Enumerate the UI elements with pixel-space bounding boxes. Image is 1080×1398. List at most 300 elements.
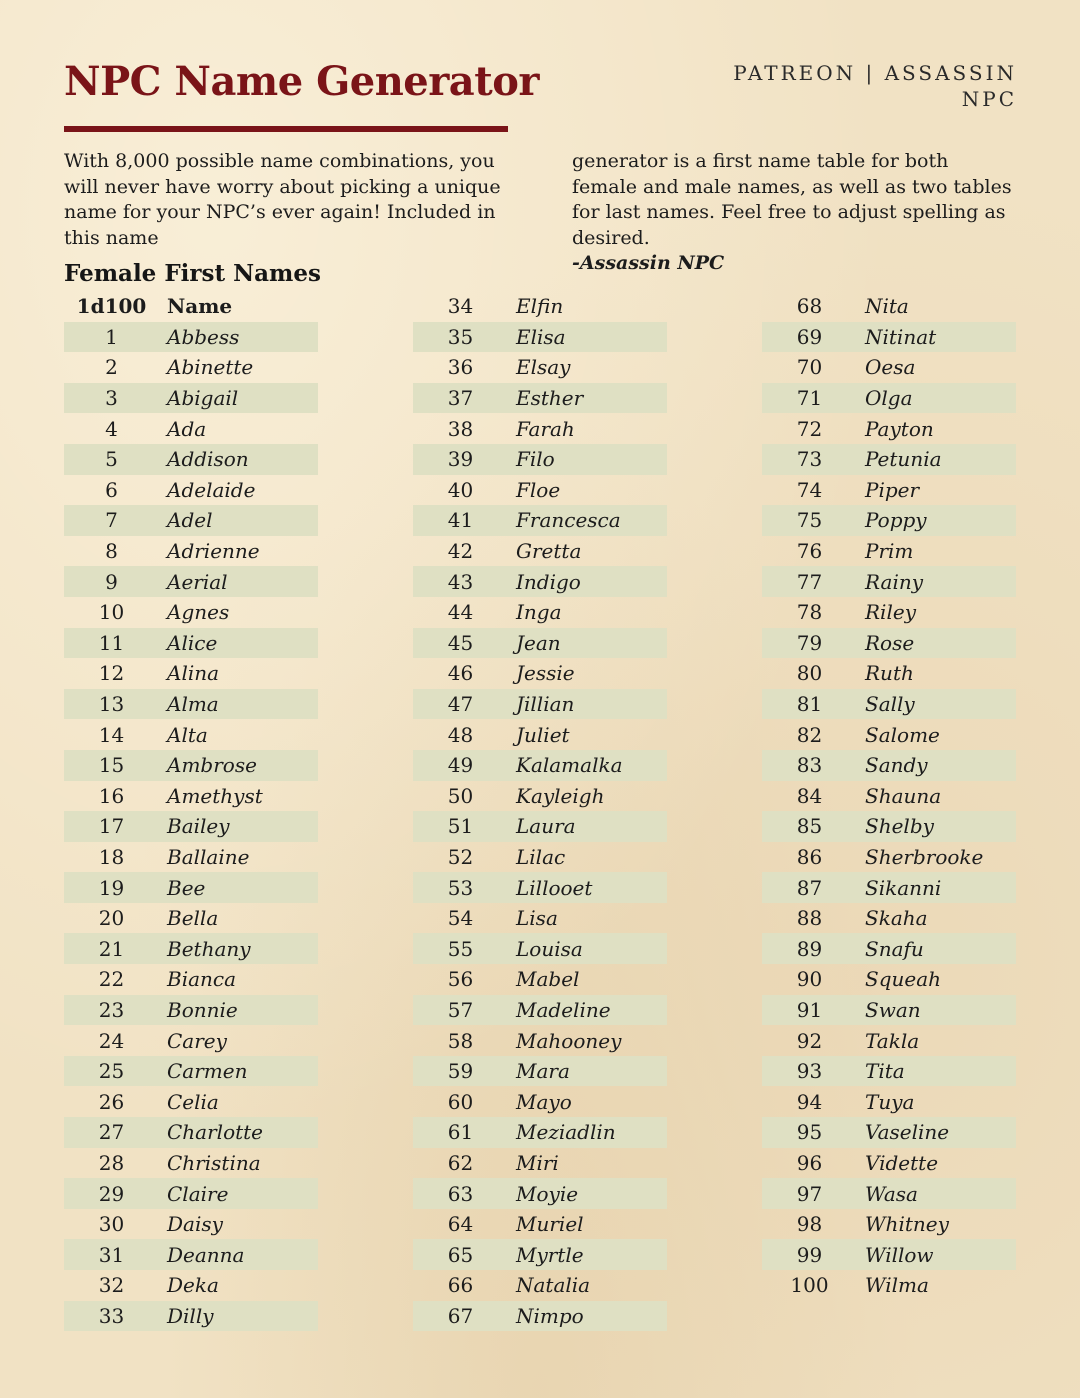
table-row: [64, 842, 318, 873]
name-cell: Vidette: [865, 1150, 939, 1175]
roll-number: 95: [796, 1120, 823, 1145]
table-row: [762, 995, 1016, 1026]
table-row: [762, 322, 1016, 353]
name-cell: Nitinat: [865, 324, 937, 349]
roll-number: 7: [105, 508, 118, 533]
roll-number: 29: [98, 1181, 125, 1206]
roll-number: 77: [796, 569, 823, 594]
roll-number: 86: [796, 844, 823, 869]
name-cell: Gretta: [516, 539, 582, 564]
table-row: [413, 628, 667, 659]
table-row: [413, 781, 667, 812]
roll-number: 57: [447, 997, 474, 1022]
name-cell: Swan: [865, 997, 921, 1022]
roll-number: 48: [447, 722, 474, 747]
name-cell: Oesa: [865, 355, 916, 380]
table-row: [413, 933, 667, 964]
table-row: [64, 536, 318, 567]
name-cell: Ballaine: [167, 844, 250, 869]
roll-number: 51: [447, 814, 474, 839]
roll-number: 10: [98, 600, 125, 625]
table-row: [413, 1117, 667, 1148]
intro-paragraph-right: [572, 149, 1012, 277]
roll-number: 55: [447, 936, 474, 961]
name-cell: Bee: [167, 875, 206, 900]
table-row: [413, 1056, 667, 1087]
name-cell: Celia: [167, 1089, 219, 1114]
name-cell: Poppy: [865, 508, 927, 533]
roll-number: 84: [796, 783, 823, 808]
name-cell: Bethany: [167, 936, 251, 961]
name-cell: Elsay: [516, 355, 571, 380]
name-cell: Carmen: [167, 1059, 248, 1084]
table-row: [413, 475, 667, 506]
name-cell: Daisy: [167, 1212, 223, 1237]
name-cell: Claire: [167, 1181, 229, 1206]
table-row: [413, 1239, 667, 1270]
roll-number: 22: [98, 967, 125, 992]
name-cell: Indigo: [516, 569, 581, 594]
table-row: [64, 1209, 318, 1240]
roll-number: 50: [447, 783, 474, 808]
name-cell: Salome: [865, 722, 940, 747]
table-row: [762, 750, 1016, 781]
table-row: [64, 566, 318, 597]
name-table-column-1: [64, 291, 318, 1331]
name-cell: Vaseline: [865, 1120, 950, 1145]
name-table-column-2: [413, 291, 667, 1331]
roll-number: 68: [796, 294, 823, 319]
roll-number: 27: [98, 1120, 125, 1145]
roll-number: 52: [447, 844, 474, 869]
roll-number: 69: [796, 324, 823, 349]
name-cell: Mayo: [516, 1089, 572, 1114]
table-row: [762, 1178, 1016, 1209]
roll-number: 19: [98, 875, 125, 900]
table-row: [413, 352, 667, 383]
table-row: [413, 1025, 667, 1056]
roll-number: 96: [796, 1150, 823, 1175]
roll-number: 88: [796, 906, 823, 931]
name-cell: Ada: [167, 416, 207, 441]
name-cell: Petunia: [865, 447, 942, 472]
roll-number: 13: [98, 692, 125, 717]
roll-number: 21: [98, 936, 125, 961]
name-cell: Bianca: [167, 967, 237, 992]
name-cell: Jessie: [516, 661, 575, 686]
page-title: NPC Name Generator: [64, 58, 539, 105]
name-cell: Whitney: [865, 1212, 949, 1237]
name-cell: Abinette: [167, 355, 254, 380]
table-row: [413, 383, 667, 414]
name-cell: Natalia: [516, 1273, 591, 1298]
roll-number: 20: [98, 906, 125, 931]
roll-number: 17: [98, 814, 125, 839]
roll-number: 33: [98, 1303, 125, 1328]
name-cell: Muriel: [516, 1212, 584, 1237]
table-row: [413, 1086, 667, 1117]
table-row: [413, 811, 667, 842]
table-row: [64, 475, 318, 506]
table-row: [64, 903, 318, 934]
table-row: [413, 872, 667, 903]
roll-number: 43: [447, 569, 474, 594]
table-row: [762, 1056, 1016, 1087]
name-cell: Christina: [167, 1150, 261, 1175]
roll-number: 76: [796, 539, 823, 564]
table-row: [64, 1178, 318, 1209]
roll-number: 4: [105, 416, 118, 441]
name-cell: Takla: [865, 1028, 920, 1053]
roll-number: 46: [447, 661, 474, 686]
table-row: [413, 505, 667, 536]
name-cell: Nimpo: [516, 1303, 584, 1328]
roll-number: 91: [796, 997, 823, 1022]
roll-number: 90: [796, 967, 823, 992]
roll-number: 9: [105, 569, 118, 594]
name-cell: Elfin: [516, 294, 564, 319]
roll-number: 64: [447, 1212, 474, 1237]
roll-number: 81: [796, 692, 823, 717]
name-cell: Mara: [516, 1059, 570, 1084]
name-cell: Tuya: [865, 1089, 915, 1114]
roll-number: 45: [447, 630, 474, 655]
table-row: [64, 781, 318, 812]
roll-number: 31: [98, 1242, 125, 1267]
table-row: [762, 903, 1016, 934]
table-row: [64, 689, 318, 720]
table-row: [413, 1301, 667, 1332]
roll-number: 67: [447, 1303, 474, 1328]
table-row: [64, 933, 318, 964]
table-row: [64, 1148, 318, 1179]
name-cell: Mabel: [516, 967, 580, 992]
roll-number: 65: [447, 1242, 474, 1267]
table-row: [64, 964, 318, 995]
table-row: [413, 1178, 667, 1209]
roll-number: 70: [796, 355, 823, 380]
roll-number: 59: [447, 1059, 474, 1084]
roll-number: 97: [796, 1181, 823, 1206]
name-cell: Laura: [516, 814, 576, 839]
name-cell: Shelby: [865, 814, 934, 839]
name-cell: Agnes: [167, 600, 230, 625]
table-row: [413, 750, 667, 781]
table-row: [64, 811, 318, 842]
roll-number: 40: [447, 477, 474, 502]
table-row: [762, 1025, 1016, 1056]
table-row: [762, 352, 1016, 383]
name-cell: Rose: [865, 630, 915, 655]
name-cell: Sikanni: [865, 875, 942, 900]
roll-number: 39: [447, 447, 474, 472]
roll-number: 66: [447, 1273, 474, 1298]
roll-number: 28: [98, 1150, 125, 1175]
roll-number: 54: [447, 906, 474, 931]
roll-number: 63: [447, 1181, 474, 1206]
table-row: [413, 995, 667, 1026]
name-cell: Dilly: [167, 1303, 214, 1328]
table-row: [762, 811, 1016, 842]
name-cell: Madeline: [516, 997, 611, 1022]
table-row: [64, 597, 318, 628]
table-row: [413, 444, 667, 475]
roll-column-header: 1d100: [76, 294, 147, 319]
roll-number: 87: [796, 875, 823, 900]
roll-number: 53: [447, 875, 474, 900]
table-row: [762, 933, 1016, 964]
table-row: [413, 1209, 667, 1240]
roll-number: 37: [447, 386, 474, 411]
roll-number: 32: [98, 1273, 125, 1298]
table-row: [762, 872, 1016, 903]
name-cell: Sally: [865, 692, 915, 717]
roll-number: 98: [796, 1212, 823, 1237]
name-cell: Deka: [167, 1273, 219, 1298]
roll-number: 36: [447, 355, 474, 380]
table-row: [413, 1148, 667, 1179]
table-row: [64, 352, 318, 383]
name-cell: Myrtle: [516, 1242, 584, 1267]
roll-number: 11: [98, 630, 125, 655]
name-cell: Farah: [516, 416, 575, 441]
name-cell: Piper: [865, 477, 920, 502]
roll-number: 47: [447, 692, 474, 717]
table-row: [413, 658, 667, 689]
name-table-column-3: [762, 291, 1016, 1301]
table-row: [64, 413, 318, 444]
name-cell: Filo: [516, 447, 555, 472]
table-row: [762, 1086, 1016, 1117]
roll-number: 62: [447, 1150, 474, 1175]
table-row: [762, 842, 1016, 873]
name-cell: Jean: [516, 630, 561, 655]
name-cell: Moyie: [516, 1181, 579, 1206]
table-row: [64, 1086, 318, 1117]
roll-number: 2: [105, 355, 118, 380]
name-cell: Adrienne: [167, 539, 260, 564]
roll-number: 34: [447, 294, 474, 319]
table-row: [762, 964, 1016, 995]
table-row: [413, 1270, 667, 1301]
name-cell: Payton: [865, 416, 934, 441]
table-row: [413, 689, 667, 720]
table-row: [413, 536, 667, 567]
roll-number: 49: [447, 753, 474, 778]
table-row: [762, 628, 1016, 659]
table-row: [762, 719, 1016, 750]
roll-number: 75: [796, 508, 823, 533]
name-cell: Snafu: [865, 936, 924, 961]
name-cell: Ruth: [865, 661, 914, 686]
roll-number: 30: [98, 1212, 125, 1237]
name-cell: Wilma: [865, 1273, 929, 1298]
table-row: [64, 1270, 318, 1301]
name-cell: Adelaide: [167, 477, 256, 502]
name-cell: Kalamalka: [516, 753, 623, 778]
table-row: [64, 750, 318, 781]
intro-paragraph-left: With 8,000 possible name combinations, you will never have worry about picking a unique name for your NPC’s ever again! Included in this name: [64, 150, 501, 249]
name-cell: Lisa: [516, 906, 558, 931]
roll-number: 58: [447, 1028, 474, 1053]
name-cell: Shauna: [865, 783, 942, 808]
roll-number: 80: [796, 661, 823, 686]
name-cell: Louisa: [516, 936, 583, 961]
roll-number: 61: [447, 1120, 474, 1145]
table-row: [64, 1025, 318, 1056]
brand-line-2: NPC: [961, 87, 1017, 111]
roll-number: 94: [796, 1089, 823, 1114]
name-cell: Esther: [516, 386, 584, 411]
name-cell: Alma: [167, 692, 219, 717]
name-cell: Olga: [865, 386, 913, 411]
table-row: [762, 1239, 1016, 1270]
roll-number: 8: [105, 539, 118, 564]
table-row: [762, 505, 1016, 536]
table-row: [413, 964, 667, 995]
name-cell: Deanna: [167, 1242, 245, 1267]
name-cell: Alta: [167, 722, 208, 747]
roll-number: 78: [796, 600, 823, 625]
roll-number: 16: [98, 783, 125, 808]
table-row: [64, 1239, 318, 1270]
brand-credit: [717, 60, 1017, 112]
name-cell: Mahooney: [516, 1028, 622, 1053]
table-row: [413, 597, 667, 628]
name-cell: Amethyst: [167, 783, 263, 808]
name-cell: Prim: [865, 539, 914, 564]
table-row: [762, 1270, 1016, 1301]
name-cell: Sandy: [865, 753, 928, 778]
table-row: [762, 1117, 1016, 1148]
table-row: [762, 1209, 1016, 1240]
roll-number: 26: [98, 1089, 125, 1114]
name-cell: Bonnie: [167, 997, 238, 1022]
name-cell: Miri: [516, 1150, 559, 1175]
name-cell: Jillian: [516, 692, 575, 717]
signature: -Assassin NPC: [572, 252, 725, 274]
name-cell: Bella: [167, 906, 219, 931]
table-row: [762, 566, 1016, 597]
table-row: [413, 322, 667, 353]
table-row: [762, 1148, 1016, 1179]
roll-number: 23: [98, 997, 125, 1022]
table-row: [413, 842, 667, 873]
roll-number: 99: [796, 1242, 823, 1267]
roll-number: 93: [796, 1059, 823, 1084]
roll-number: 71: [796, 386, 823, 411]
name-cell: Abigail: [167, 386, 239, 411]
table-row: [762, 597, 1016, 628]
roll-number: 14: [98, 722, 125, 747]
roll-number: 12: [98, 661, 125, 686]
table-row: [762, 658, 1016, 689]
roll-number: 6: [105, 477, 118, 502]
title-underline: [64, 126, 508, 132]
table-row: [762, 781, 1016, 812]
table-row: [64, 1117, 318, 1148]
table-row: [762, 536, 1016, 567]
name-cell: Bailey: [167, 814, 230, 839]
roll-number: 74: [796, 477, 823, 502]
roll-number: 85: [796, 814, 823, 839]
name-cell: Inga: [516, 600, 562, 625]
table-row: [762, 383, 1016, 414]
table-row: [762, 444, 1016, 475]
brand-line-1: PATREON | ASSASSIN: [733, 61, 1017, 85]
table-row: [64, 444, 318, 475]
roll-number: 38: [447, 416, 474, 441]
roll-number: 56: [447, 967, 474, 992]
table-row: [762, 689, 1016, 720]
roll-number: 3: [105, 386, 118, 411]
name-cell: Alice: [167, 630, 218, 655]
table-row: [413, 566, 667, 597]
intro-paragraph-right-text: generator is a first name table for both female and male names, as well as two tables for last names. Feel free to adjust spelling as desired.: [572, 150, 1012, 249]
name-cell: Aerial: [167, 569, 228, 594]
name-cell: Ambrose: [167, 753, 257, 778]
roll-number: 5: [105, 447, 118, 472]
roll-number: 44: [447, 600, 474, 625]
name-cell: Francesca: [516, 508, 621, 533]
table-row: [762, 475, 1016, 506]
table-row: [413, 413, 667, 444]
table-row: [64, 995, 318, 1026]
roll-number: 24: [98, 1028, 125, 1053]
name-cell: Sherbrooke: [865, 844, 984, 869]
table-row: [413, 291, 667, 322]
section-title: Female First Names: [64, 260, 321, 287]
name-cell: Wasa: [865, 1181, 918, 1206]
roll-number: 89: [796, 936, 823, 961]
name-cell: Riley: [865, 600, 916, 625]
table-row: [413, 719, 667, 750]
roll-number: 73: [796, 447, 823, 472]
name-cell: Tita: [865, 1059, 905, 1084]
name-cell: Juliet: [516, 722, 570, 747]
name-cell: Adel: [167, 508, 213, 533]
roll-number: 60: [447, 1089, 474, 1114]
table-row: [762, 291, 1016, 322]
roll-number: 83: [796, 753, 823, 778]
roll-number: 41: [447, 508, 474, 533]
roll-number: 15: [98, 753, 125, 778]
table-row: [64, 872, 318, 903]
name-cell: Addison: [167, 447, 249, 472]
name-cell: Lillooet: [516, 875, 593, 900]
name-cell: Willow: [865, 1242, 934, 1267]
roll-number: 1: [105, 324, 118, 349]
table-row: [64, 628, 318, 659]
table-row: [64, 322, 318, 353]
table-row: [64, 1301, 318, 1332]
name-cell: Meziadlin: [516, 1120, 616, 1145]
table-row: [64, 1056, 318, 1087]
table-row: [64, 719, 318, 750]
roll-number: 18: [98, 844, 125, 869]
table-row: [762, 413, 1016, 444]
roll-number: 79: [796, 630, 823, 655]
roll-number: 100: [790, 1273, 829, 1298]
table-row: [413, 903, 667, 934]
roll-number: 42: [447, 539, 474, 564]
table-row: [64, 505, 318, 536]
name-cell: Nita: [865, 294, 909, 319]
name-cell: Squeah: [865, 967, 942, 992]
name-column-header: Name: [167, 294, 233, 319]
roll-number: 72: [796, 416, 823, 441]
name-cell: Charlotte: [167, 1120, 264, 1145]
